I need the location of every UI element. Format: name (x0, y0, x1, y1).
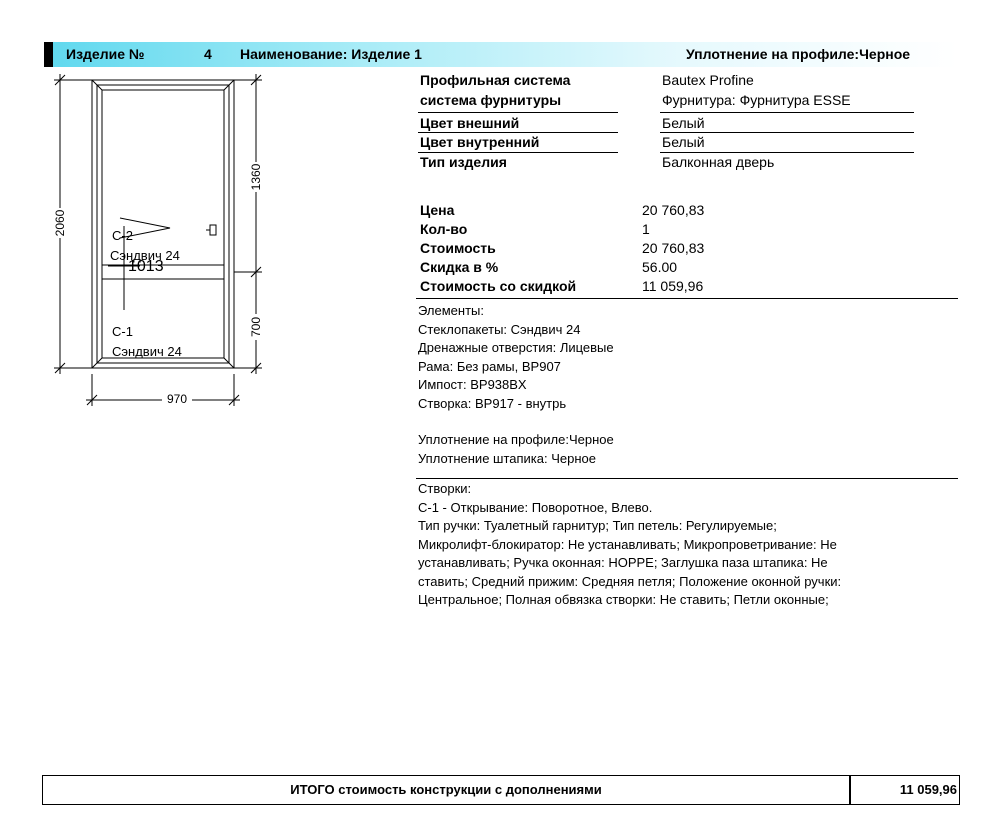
lower-sash-id: С-1 (112, 324, 133, 339)
handle-icon (210, 225, 216, 235)
discounted-cost-value: 11 059,96 (642, 278, 704, 294)
quantity-row (416, 221, 958, 241)
door-sash-frame (102, 90, 224, 358)
transom-dimension: 1013 (128, 258, 164, 275)
lower-dimension: 700 (249, 316, 263, 338)
door-drawing (40, 70, 300, 420)
property-row (416, 92, 958, 112)
divider (660, 152, 914, 153)
divider (660, 112, 914, 113)
seal-line: Уплотнение штапика: Черное (418, 450, 596, 466)
discount-row (416, 259, 958, 279)
upper-sash-id: С-2 (112, 228, 133, 243)
seal-line: Уплотнение на профиле:Черное (418, 432, 614, 447)
price-label: Цена (420, 202, 455, 218)
sashes-line: устанавливать; Ручка оконная: HOPPE; Заглушка паза штапика: Не (418, 555, 828, 570)
quantity-label: Кол-во (420, 221, 468, 237)
property-label: Цвет внешний (420, 115, 520, 131)
sashes-line: С-1 - Открывание: Поворотное, Влево. (418, 499, 653, 515)
upper-sash-fill: Сэндвич 24 (110, 248, 180, 263)
item-number-label: Изделие № (66, 46, 145, 62)
property-value: Балконная дверь (662, 154, 775, 170)
sashes-section (418, 480, 841, 610)
lower-sash-fill: Сэндвич 24 (112, 344, 182, 359)
elements-line: Стеклопакеты: Сэндвич 24 (418, 321, 581, 337)
width-dimension: 970 (166, 392, 188, 406)
discount-label: Скидка в % (420, 259, 499, 275)
sashes-line: Тип ручки: Туалетный гарнитур; Тип петель: Регулируемые; (418, 518, 777, 533)
discounted-cost-row (416, 278, 958, 298)
elements-line: Створка: BP917 - внутрь (418, 395, 567, 411)
total-value: 11 059,96 (899, 782, 957, 797)
divider (416, 298, 958, 299)
header-marker (44, 42, 53, 67)
discounted-cost-label: Стоимость со скидкой (420, 278, 577, 294)
property-label: Профильная система (420, 72, 571, 88)
price-value: 20 760,83 (642, 202, 705, 218)
property-value: Белый (662, 134, 705, 150)
elements-title: Элементы: (418, 303, 484, 318)
elements-line: Рама: Без рамы, BP907 (418, 358, 561, 374)
elements-section (418, 302, 614, 468)
door-inner-frame (97, 85, 229, 363)
price-row (416, 202, 958, 222)
cost-label: Стоимость (420, 240, 496, 256)
discount-value: 56.00 (642, 259, 678, 275)
divider (418, 152, 618, 153)
item-name: Наименование: Изделие 1 (240, 46, 422, 62)
property-label: Тип изделия (420, 154, 507, 170)
cost-row (416, 240, 958, 260)
divider (416, 478, 958, 479)
quantity-value: 1 (642, 221, 650, 237)
property-row (416, 72, 958, 92)
sashes-title: Створки: (418, 481, 472, 496)
upper-dimension: 1360 (249, 163, 263, 191)
total-label: ИТОГО стоимость конструкции с дополнениями (290, 782, 602, 797)
elements-line: Импост: BP938BX (418, 377, 527, 392)
sashes-line: Микролифт-блокиратор: Не устанавливать; Микропроветривание: Не (418, 536, 837, 552)
total-box (42, 775, 960, 805)
elements-line: Дренажные отверстия: Лицевые (418, 340, 614, 355)
property-row (416, 134, 958, 154)
height-dimension: 2060 (53, 209, 67, 237)
sashes-line: ставить; Средний прижим: Средняя петля; Положение оконной ручки: (418, 573, 842, 589)
property-label: система фурнитуры (420, 92, 562, 108)
item-number: 4 (204, 46, 212, 62)
cost-value: 20 760,83 (642, 240, 705, 256)
divider (418, 132, 618, 133)
property-value: Bautex Profine (662, 72, 754, 88)
property-value: Белый (662, 115, 705, 131)
property-value: Фурнитура: Фурнитура ESSE (662, 92, 851, 108)
divider (660, 132, 914, 133)
property-row (416, 154, 958, 174)
property-label: Цвет внутренний (420, 134, 540, 150)
divider (418, 112, 618, 113)
header-seal: Уплотнение на профиле:Черное (686, 46, 911, 62)
sashes-line: Центральное; Полная обвязка створки: Не ставить; Петли оконные; (418, 592, 829, 607)
